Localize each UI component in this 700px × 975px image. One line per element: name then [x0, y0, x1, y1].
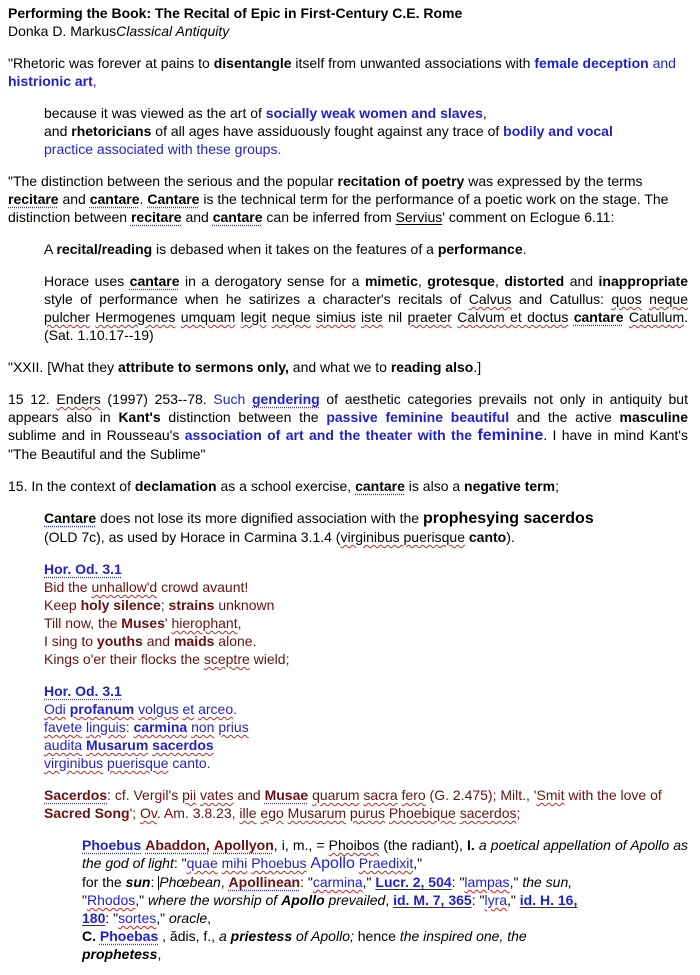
text-run: "The distinction between the serious and the popular	[8, 173, 338, 189]
text-run: wield;	[249, 651, 290, 667]
text-run: ,"	[362, 874, 376, 890]
text-run: performance	[437, 241, 523, 257]
text-run: :	[150, 874, 159, 890]
text-run: unknown	[214, 597, 275, 613]
text-run: sun	[125, 874, 151, 890]
text-run: masculine	[619, 409, 688, 425]
text-run: linguis	[86, 719, 126, 735]
text-run: Keep	[44, 597, 81, 613]
poem-heading-1[interactable]: Hor. Od. 3.1	[44, 561, 122, 577]
text-run: can be inferred from	[262, 209, 396, 225]
paragraph-distinction	[8, 172, 688, 226]
text-run: neque	[271, 309, 311, 325]
text-run: ;	[516, 805, 521, 821]
paragraph-phoebus-dictionary	[82, 836, 688, 963]
author-name: Donka D. Markus	[8, 23, 117, 39]
text-run: with the love of	[564, 787, 662, 803]
text-run: virginibus	[44, 755, 104, 771]
text-run: C.	[82, 928, 96, 944]
text-run: quos	[611, 291, 642, 307]
text-run: mimetic	[364, 273, 418, 289]
text-run: volgus	[138, 701, 179, 717]
text-run: rhetoricians	[71, 123, 152, 139]
text-run: nil	[388, 309, 403, 325]
text-run: and	[648, 55, 676, 71]
text-run: '	[164, 615, 172, 631]
text-run: purus	[349, 805, 385, 821]
text-run: Till now, the	[44, 615, 122, 631]
text-run: Smit	[536, 787, 565, 803]
text-run: was expressed by the terms	[464, 173, 643, 189]
text-run: prius	[218, 719, 249, 735]
text-run: audita	[44, 737, 83, 753]
text-run: et	[182, 701, 195, 717]
text-run: ,	[494, 273, 505, 289]
text-run: of aesthetic categories prevails not only in antiquity but appears also in	[8, 391, 688, 425]
text-run: Calvum et doctus	[457, 309, 569, 325]
text-run: cantare	[129, 273, 180, 289]
paragraph-rhetoric	[8, 54, 688, 90]
text-run: .]	[473, 359, 482, 375]
text-run: quarum	[312, 787, 360, 803]
text-run: quae	[186, 855, 218, 871]
text-run: socially weak women and slaves	[265, 105, 483, 121]
text-run: reading also	[390, 359, 474, 375]
text-run: ,	[482, 105, 487, 121]
text-run: recitare	[8, 191, 59, 207]
text-run: Apollo	[310, 855, 355, 872]
text-run: ,"	[135, 892, 148, 908]
text-run: : "	[105, 910, 119, 926]
text-run: bodily and vocal	[503, 123, 613, 139]
text-run: a poetical appellation of Apollo as the god of light	[82, 837, 689, 871]
text-run: holy silence	[80, 597, 161, 613]
highlight-female-deception: female deception	[534, 55, 649, 71]
poem-heading-2[interactable]: Hor. Od. 3.1	[44, 683, 122, 699]
text-run: carmina	[133, 719, 188, 735]
text-run: cantare	[355, 478, 405, 494]
text-run: Musae	[264, 787, 309, 803]
text-run: Phœbean	[159, 874, 221, 890]
text-run: priestess	[230, 928, 293, 944]
text-run: sacerdos	[459, 805, 517, 821]
text-run: non	[191, 719, 215, 735]
text-run: association of art and the theater with the	[184, 427, 478, 443]
text-run: (G. 2.475); Milt., '	[425, 787, 537, 803]
text-run: praeter	[407, 309, 452, 325]
text-run: canto	[172, 755, 207, 771]
text-run: Apollinean	[228, 874, 301, 890]
text-run: a	[218, 928, 231, 944]
text-run: recitation of poetry	[337, 173, 465, 189]
text-run: strains	[168, 597, 215, 613]
text-run: ,	[92, 73, 97, 89]
text-run: id. M. 7, 365	[393, 892, 472, 908]
text-run: . (Sat. 1.10.17--19)	[44, 309, 689, 343]
text-run: Servius	[395, 209, 443, 225]
text-run: Odi	[44, 701, 66, 717]
article-title: Performing the Book: The Recital of Epic in First-Century C.E. Rome	[8, 5, 463, 21]
text-run: and	[233, 787, 265, 803]
text-run: puerisque	[107, 755, 169, 771]
text-run: is debased when it takes on the features of a	[152, 241, 438, 257]
text-run: ,	[237, 615, 242, 631]
author-line	[8, 22, 688, 40]
text-run: oracle	[168, 910, 208, 926]
text-run: prophesying sacerdos	[423, 510, 594, 527]
text-run: and	[564, 273, 599, 289]
text-run: gendering	[252, 391, 320, 407]
text-run: "	[82, 892, 87, 908]
text-run: Apollo	[281, 892, 325, 908]
text-run: and	[58, 191, 90, 207]
text-run: Horace uses	[44, 273, 130, 289]
text-run: Phoebus	[82, 837, 142, 853]
text-run: the inspired one, the	[399, 928, 527, 944]
text-run: .	[139, 191, 148, 207]
text-run: ,	[417, 273, 428, 289]
text-run: simius	[315, 309, 356, 325]
text-run: ,"	[156, 910, 169, 926]
text-run: "XXII. [What they	[8, 359, 119, 375]
text-run: Muses	[121, 615, 165, 631]
text-run: Ov	[140, 805, 157, 821]
text-run: crowd avaunt!	[157, 579, 249, 595]
text-run: declamation	[134, 478, 217, 494]
paragraph-horace-cantare	[44, 272, 688, 344]
text-run: cantare	[573, 309, 624, 325]
text-run: is the technical term for the performance of a poetic work on the stage. The distinction between	[8, 191, 669, 225]
text-run: , ădis, f.,	[158, 928, 219, 944]
text-run: passive feminine beautiful	[326, 409, 510, 425]
text-run: ,	[220, 874, 229, 890]
text-run: pii	[182, 787, 197, 803]
text-run: 180	[82, 910, 106, 926]
text-run: arceo	[198, 701, 234, 717]
paragraph-recital-debased	[44, 240, 688, 258]
text-run: : "	[173, 855, 187, 871]
text-run: itself from unwanted associations with	[291, 55, 535, 71]
text-run: ego	[260, 805, 284, 821]
text-run: (OLD 7c), as used by Horace in Carmina 3.1.4 (	[44, 529, 341, 545]
text-run: ;	[160, 597, 169, 613]
text-run: I.	[467, 837, 475, 853]
text-run: . I have in mind Kant's "The Beautiful and the Sublime"	[8, 427, 688, 462]
text-run: and	[181, 209, 213, 225]
text-run: I sing to	[44, 633, 97, 649]
text-run: Such	[213, 391, 252, 407]
paragraph-sacerdos-notes	[44, 786, 688, 822]
text-run: ,	[207, 910, 212, 926]
text-run: legit	[240, 309, 267, 325]
text-run: Lucr. 2, 504	[375, 874, 452, 890]
text-run: Apollyon	[213, 837, 274, 853]
text-run: Bid the	[44, 579, 92, 595]
text-run: cantare	[212, 209, 263, 225]
text-run: prevailed	[324, 892, 386, 908]
text-run: mihi	[221, 855, 248, 871]
text-run: as a school exercise,	[216, 478, 356, 494]
text-run: . Am. 3.8.23,	[156, 805, 240, 821]
text-run: ,"	[509, 874, 523, 890]
text-run: ,"	[413, 855, 423, 871]
text-run: and Catullus:	[511, 291, 612, 307]
text-run: of Apollo;	[292, 928, 354, 944]
text-run: Rhodos	[86, 892, 136, 908]
text-run: style of performance when he satirizes a character's recitals of	[44, 291, 469, 307]
text-run: :	[125, 719, 134, 735]
text-run: and	[142, 633, 174, 649]
text-run: hierophant	[171, 615, 238, 631]
text-run: disentangle	[213, 55, 292, 71]
text-run: grotesque	[427, 273, 495, 289]
text-run: does not lose its more dignified association with the	[96, 510, 423, 526]
text-run: the sun,	[522, 874, 573, 890]
text-run: and	[44, 123, 72, 139]
text-run: cantare	[89, 191, 140, 207]
poem-english	[44, 560, 688, 668]
text-run: histrionic art	[8, 73, 93, 89]
document-header	[8, 4, 688, 40]
poem-latin	[44, 682, 688, 772]
text-run: ille	[239, 805, 257, 821]
text-run: (the radiant),	[379, 837, 468, 853]
paragraph-socially-weak	[44, 104, 688, 158]
text-run: (1997) 253--78.	[100, 391, 214, 407]
text-run: Sacerdos	[44, 787, 108, 803]
paragraph-gendering	[8, 390, 688, 463]
text-run: in a derogatory sense for a	[179, 273, 365, 289]
paragraph-xxii	[8, 358, 688, 376]
text-run: iste	[361, 309, 383, 325]
text-run: distorted	[504, 273, 565, 289]
text-run: alone.	[214, 633, 257, 649]
text-run: : "	[471, 892, 485, 908]
text-run: Phoebique	[388, 805, 456, 821]
text-run: sublime and in Rousseau's	[8, 427, 185, 443]
text-run: Cantare	[147, 191, 200, 207]
text-run: ,	[157, 946, 162, 962]
text-run: Musarum	[86, 737, 149, 753]
text-run: carmina	[312, 874, 363, 890]
text-run: prophetess	[82, 946, 158, 962]
text-run: attribute to sermons only,	[118, 359, 289, 375]
text-run: pulcher	[44, 309, 90, 325]
text-run: lyra	[484, 892, 508, 908]
text-run: ,"	[507, 892, 520, 908]
text-run: Musarum	[287, 805, 347, 821]
text-run: negative term	[464, 478, 556, 494]
text-run: favete	[44, 719, 83, 735]
text-run: sceptre	[203, 651, 250, 667]
text-run: profanum	[69, 701, 135, 717]
text-run: Enders	[56, 391, 101, 407]
text-run: 15 12.	[8, 391, 57, 407]
text-run: recitare	[130, 209, 182, 225]
text-run: sacerdos	[152, 737, 214, 753]
text-run: id. H. 16,	[519, 892, 578, 908]
text-run: Hermogenes	[95, 309, 176, 325]
text-run: ';	[129, 805, 141, 821]
paragraph-cantare-sacerdos	[44, 509, 688, 546]
text-run: because it was viewed as the art of	[44, 105, 266, 121]
text-run: ).	[506, 529, 515, 545]
text-run: Phoibos	[328, 837, 380, 853]
text-run: A	[44, 241, 57, 257]
text-run: 15. In the context of	[8, 478, 135, 494]
paragraph-declamation	[8, 477, 688, 495]
text-run: lampas	[464, 874, 510, 890]
text-run: : cf. Vergil's	[107, 787, 183, 803]
text-run: inappropriate	[598, 273, 689, 289]
text-run: umquam	[180, 309, 236, 325]
text-run: and the active	[509, 409, 620, 425]
text-run: is also a	[404, 478, 465, 494]
text-run: Kant's	[118, 409, 161, 425]
text-run: .	[206, 755, 211, 771]
text-run: Abaddon,	[145, 837, 210, 853]
text-run: "Rhetoric was forever at pains to	[8, 55, 214, 71]
text-run: canto	[468, 529, 507, 545]
text-run: distinction between the	[160, 409, 327, 425]
text-run: .	[233, 701, 237, 717]
text-run: .	[522, 241, 527, 257]
text-run: Kings o'er their flocks the	[44, 651, 204, 667]
text-run: maids	[173, 633, 215, 649]
text-run: sacra	[363, 787, 398, 803]
text-run: feminine	[477, 427, 544, 444]
text-run: ' comment on Eclogue 6.11:	[442, 209, 615, 225]
text-run: : "	[451, 874, 465, 890]
text-run: ,	[385, 892, 394, 908]
text-run: , i, m., =	[273, 837, 329, 853]
text-run: sortes	[118, 910, 157, 926]
text-run: and what we to	[288, 359, 391, 375]
text-run: recital/reading	[56, 241, 153, 257]
text-run: Cantare	[44, 510, 97, 526]
text-run: Phoebas	[99, 928, 159, 944]
text-run: vates	[199, 787, 234, 803]
text-run: Sacred Song	[44, 805, 130, 821]
text-run: hence	[353, 928, 400, 944]
text-run: neque	[649, 291, 688, 307]
text-run: where the worship of	[148, 892, 282, 908]
text-run: Calvus	[468, 291, 512, 307]
text-run: for the	[82, 874, 126, 890]
text-run: Phoebus	[251, 855, 307, 871]
text-run: virginibus puerisque	[340, 529, 465, 545]
text-run: practice associated with these groups.	[44, 141, 282, 157]
text-run: fero	[401, 787, 426, 803]
text-run: : "	[300, 874, 313, 890]
text-run: Catullum	[628, 309, 685, 325]
text-run: Praedixit	[358, 855, 414, 871]
text-run: unhallow'd	[91, 579, 158, 595]
text-run: of all ages have assiduously fought against any trace of	[151, 123, 504, 139]
journal-name: Classical Antiquity	[116, 23, 230, 39]
text-run: ;	[555, 478, 559, 494]
text-run: youths	[96, 633, 143, 649]
